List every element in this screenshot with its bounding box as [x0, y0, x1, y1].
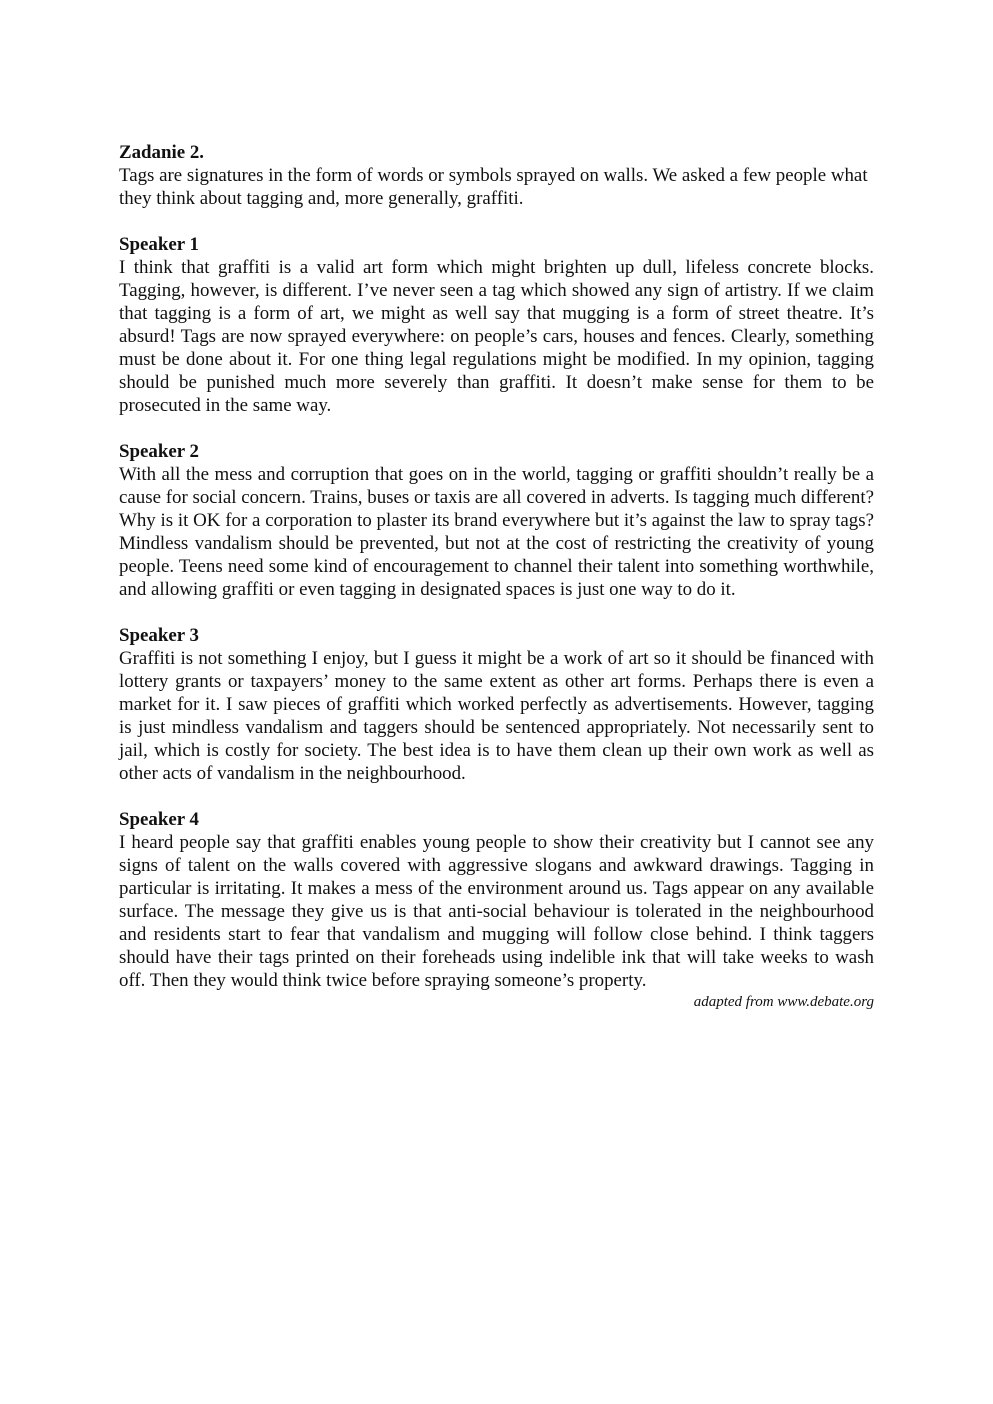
task-title: Zadanie 2. — [119, 142, 205, 163]
source-attribution: adapted from www.debate.org — [693, 994, 874, 1010]
document-page — [119, 141, 874, 1012]
speaker-4-title: Speaker 4 — [119, 809, 199, 830]
speaker-3-text: Graffiti is not something I enjoy, but I guess it might be a work of art so it should be financed with lottery grants or taxpayers’ money to the same extent as other art forms. Perhaps there is even a market for it. I saw pieces of graffiti which worked perfectly as advertisements. However, tagging is just mindless vandalism and taggers should be sentenced appropriately. Not necessarily sent to jail, which is costly for society. The best idea is to have them clean up their own work as well as other acts of vandalism in the neighbourhood. — [119, 648, 874, 784]
speaker-1-text: I think that graffiti is a valid art form which might brighten up dull, lifeless concrete blocks. Tagging, however, is different. I’ve never seen a tag which showed any sign of artistry. If we claim that tagging is a form of art, we might as well say that mugging is a form of street theatre. It’s absurd! Tags are now sprayed everywhere: on people’s cars, houses and fences. Clearly, something must be done about it. For one thing legal regulations might be modified. In my opinion, tagging should be punished much more severely than graffiti. It doesn’t make sense for them to be prosecuted in the same way. — [119, 257, 874, 416]
speaker-section-4 — [119, 808, 874, 992]
speaker-4-text: I heard people say that graffiti enables young people to show their creativity but I cannot see any signs of talent on the walls covered with aggressive slogans and awkward drawings. Tagging in particular is irritating. It makes a mess of the environment around us. Tags appear on any available surface. The message they give us is that anti-social behaviour is tolerated in the neighbourhood and residents start to fear that vandalism and mugging will follow close behind. I think taggers should have their tags printed on their foreheads using indelible ink that will take weeks to wash off. Then they would think twice before spraying someone’s property. — [119, 832, 874, 991]
speaker-2-text: With all the mess and corruption that goes on in the world, tagging or graffiti shouldn’t really be a cause for social concern. Trains, buses or taxis are all covered in adverts. Is tagging much different? Why is it OK for a corporation to plaster its brand everywhere but it’s against the law to spray tags? Mindless vandalism should be prevented, but not at the cost of restricting the creativity of young people. Teens need some kind of encouragement to channel their talent into something worthwhile, and allowing graffiti or even tagging in designated spaces is just one way to do it. — [119, 464, 874, 600]
speaker-section-2 — [119, 440, 874, 601]
speaker-3-title: Speaker 3 — [119, 625, 199, 646]
speaker-section-1 — [119, 233, 874, 417]
speaker-1-title: Speaker 1 — [119, 234, 199, 255]
speaker-section-3 — [119, 624, 874, 785]
task-intro: Tags are signatures in the form of words or symbols sprayed on walls. We asked a few people what they think about tagging and, more generally, graffiti. — [119, 165, 868, 209]
speaker-2-title: Speaker 2 — [119, 441, 199, 462]
